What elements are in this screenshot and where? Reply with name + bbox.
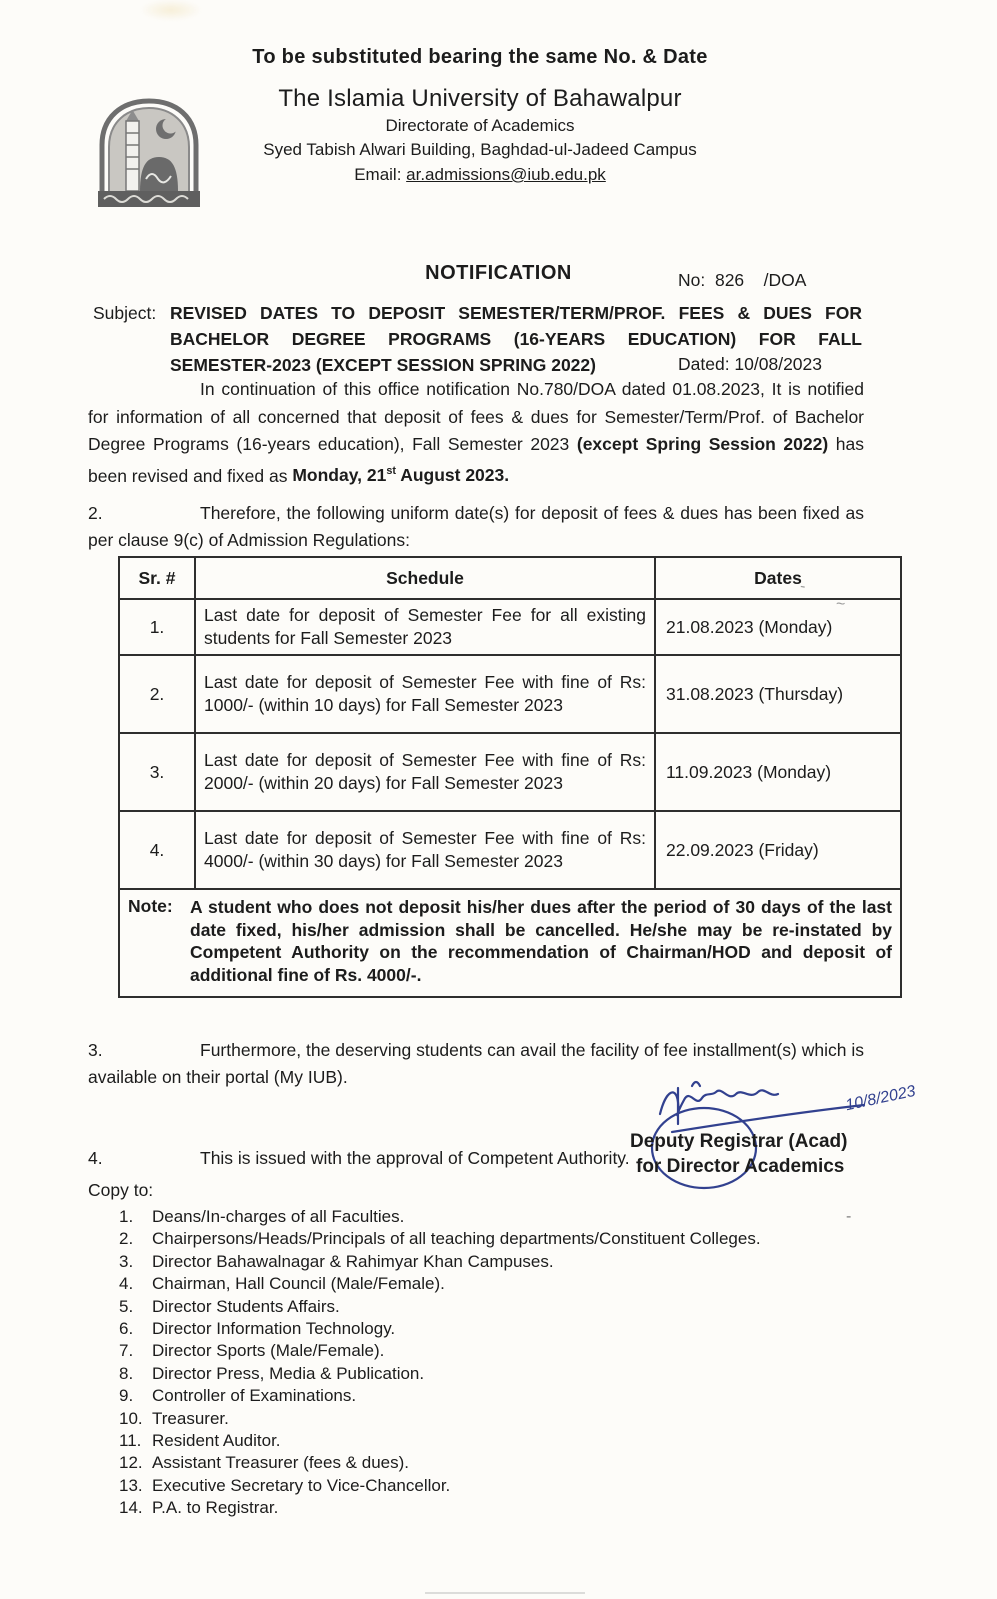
signatory-for-line: for Director Academics [636,1156,845,1177]
scan-edge-line [425,1592,585,1594]
item-text: Director Press, Media & Publication. [152,1363,425,1383]
fee-schedule-table [118,556,902,998]
row-schedule: Last date for deposit of Semester Fee for all existing students for Fall Semester 2023 [195,599,655,655]
item-text: P.A. to Registrar. [152,1498,279,1518]
row-date: 31.08.2023 (Thursday) [655,655,901,733]
row-date: 22.09.2023 (Friday) [655,811,901,889]
scan-artifact: - [846,1208,852,1225]
row-sr: 2. [119,655,195,733]
row-date: 11.09.2023 (Monday) [655,733,901,811]
copy-to-item [119,1452,919,1474]
row-sr: 3. [119,733,195,811]
copy-to-item [119,1408,919,1430]
copy-to-item [119,1318,919,1340]
table-row [119,811,901,889]
copy-to-item [119,1340,919,1362]
reference-number: No: 826 /DOA [678,270,807,290]
paragraph-3-text: Furthermore, the deserving students can avail the facility of fee installment(s) which is available on their portal (My IUB). [88,1040,864,1087]
letterhead [180,84,780,188]
copy-to-label: Copy to: [88,1180,154,1200]
item-text: Chairman, Hall Council (Male/Female). [152,1274,445,1294]
table-row [119,599,901,655]
signature-handwritten-date: 10/8/2023 [843,1082,918,1115]
copy-to-list [119,1206,919,1519]
table-header-row [119,557,901,599]
item-text: Director Students Affairs. [152,1296,340,1316]
ordinal-suffix: st [386,465,396,478]
item-text: Director Bahawalnagar & Rahimyar Khan Campuses. [152,1251,554,1271]
item-number: 9. [119,1386,134,1406]
col-header-sr: Sr. # [119,557,195,599]
paragraph-2-number: 2. [88,503,103,523]
copy-to-item [119,1475,919,1497]
copy-to-item [119,1251,919,1273]
paragraph-4-text: This is issued with the approval of Competent Authority. [200,1148,630,1168]
item-number: 8. [119,1363,134,1383]
row-schedule: Last date for deposit of Semester Fee with fine of Rs: 1000/- (within 10 days) for Fall Semester 2023 [195,655,655,733]
reference-date: Dated: 10/08/2023 [678,354,823,374]
notification-title: NOTIFICATION [425,262,572,284]
item-text: Resident Auditor. [152,1430,281,1450]
email-label: Email: [354,165,407,184]
item-number: 12. [119,1453,143,1473]
item-number: 2. [119,1229,134,1249]
bold-date-month: August 2023. [395,465,510,486]
paragraph-3-number: 3. [88,1040,103,1060]
note-cell [119,889,901,997]
scan-artifact: - [798,577,807,596]
row-schedule: Last date for deposit of Semester Fee with fine of Rs: 2000/- (within 20 days) for Fall Semester 2023 [195,733,655,811]
item-text: Controller of Examinations. [152,1386,357,1406]
row-schedule: Last date for deposit of Semester Fee with fine of Rs: 4000/- (within 30 days) for Fall Semester 2023 [195,811,655,889]
copy-to-item [119,1206,919,1228]
paragraph-2-text: Therefore, the following uniform date(s) for deposit of fees & dues has been fixed as per clause 9(c) of Admission Regulations: [88,503,864,550]
email-address: ar.admissions@iub.edu.pk [406,165,606,184]
subject-block [93,300,862,378]
item-number: 1. [119,1207,134,1226]
copy-to-item [119,1363,919,1385]
subject-label: Subject: [93,303,157,323]
copy-to-item [119,1228,919,1250]
note-label: Note: [128,896,173,916]
copy-to-item [119,1430,919,1452]
subject-text: REVISED DATES TO DEPOSIT SEMESTER/TERM/PROF. FEES & DUES FOR BACHELOR DEGREE PROGRAMS (16-YEARS EDUCATION) FOR FALL SEMESTER-2023 (EXCEPT SESSION SPRING 2022) [170,303,862,375]
table-row [119,655,901,733]
paragraph-1-bold-date [292,465,509,485]
row-date: 21.08.2023 (Monday) [655,599,901,655]
item-number: 3. [119,1251,134,1271]
item-number: 10. [119,1408,143,1428]
item-text: Director Sports (Male/Female). [152,1341,385,1361]
copy-to-item [119,1497,919,1519]
table-row [119,733,901,811]
address-line: Syed Tabish Alwari Building, Baghdad-ul-Jadeed Campus [263,140,697,159]
item-text: Chairpersons/Heads/Principals of all teaching departments/Constituent Colleges. [152,1229,761,1249]
copy-to-item [119,1296,919,1318]
scan-smudge [142,0,200,20]
item-text: Director Information Technology. [152,1318,396,1338]
item-number: 11. [119,1430,142,1450]
item-number: 4. [119,1274,134,1294]
directorate-line: Directorate of Academics [385,116,575,135]
substitution-note: To be substituted bearing the same No. & Date [252,46,708,68]
item-number: 13. [119,1475,143,1495]
email-line [180,162,780,188]
row-sr: 4. [119,811,195,889]
copy-to-item [119,1273,919,1295]
item-number: 14. [119,1498,143,1518]
paragraph-1-bold-exception: (except Spring Session 2022) [576,434,829,454]
item-number: 7. [119,1341,134,1361]
item-text: Deans/In-charges of all Faculties. [152,1207,405,1226]
paragraph-1 [88,376,864,490]
bold-date-day: Monday, 21 [292,465,387,486]
paragraph-4-number: 4. [88,1148,103,1168]
item-text: Executive Secretary to Vice-Chancellor. [152,1475,451,1495]
item-text: Assistant Treasurer (fees & dues). [152,1453,409,1473]
item-number: 6. [119,1318,134,1338]
col-header-dates: Dates [655,557,901,599]
paragraph-1-text-2: has been revised and fixed as [88,434,865,486]
table-note-row [119,889,901,997]
signatory-designation: Deputy Registrar (Acad) [630,1131,848,1152]
col-header-schedule: Schedule [195,557,655,599]
item-number: 5. [119,1296,134,1316]
paragraph-1-text: In continuation of this office notification No.780/DOA dated 01.08.2023, It is notified for information of all concerned that deposit of fees & dues for Semester/Term/Prof. of Bachelor Degree Programs (16-years education), Fall Semester 2023 [88,379,864,454]
copy-to-item [119,1385,919,1407]
note-text: A student who does not deposit his/her dues after the period of 30 days of the last date fixed, his/her admission shall be cancelled. He/she may be re-instated by Competent Authority on the recommendation of Chairman/HOD and deposit of additional fine of Rs. 4000/-. [190,897,892,985]
row-sr: 1. [119,599,195,655]
paragraph-2 [88,500,864,554]
scan-artifact: ~ [836,596,846,613]
university-name: The Islamia University of Bahawalpur [278,85,682,112]
item-text: Treasurer. [152,1408,229,1428]
